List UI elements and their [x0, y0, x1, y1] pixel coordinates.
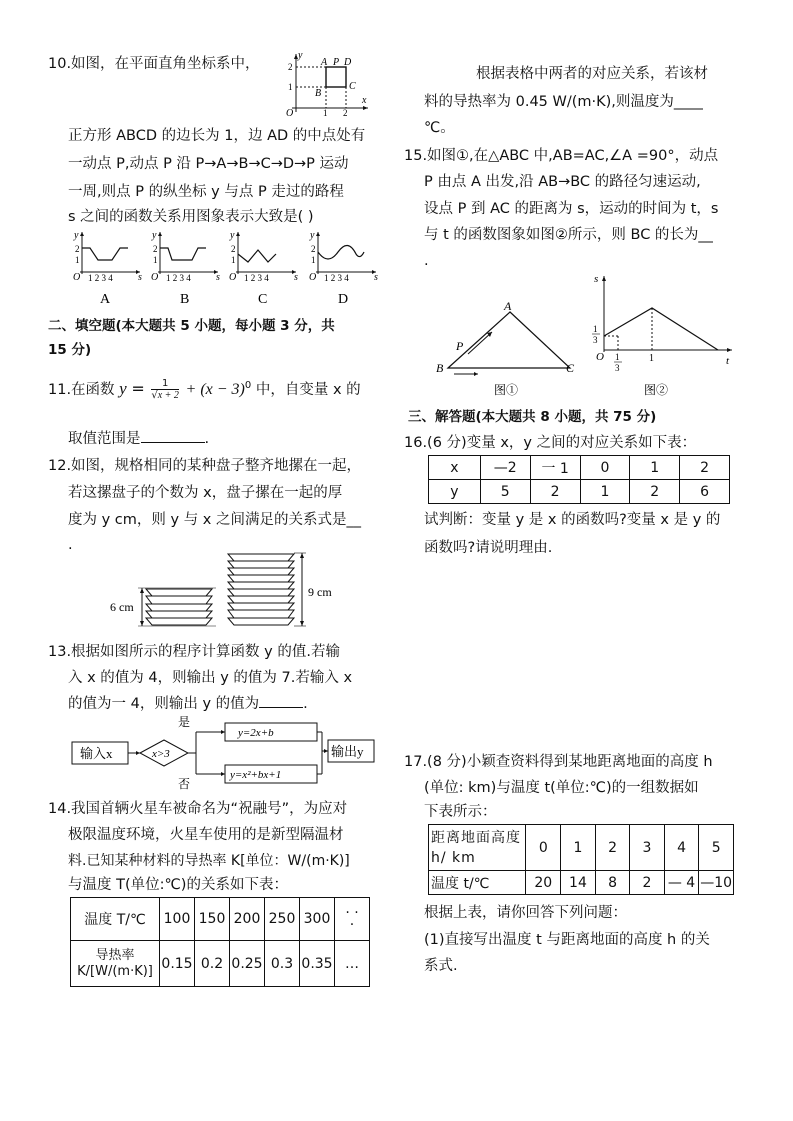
option-d-label: D: [338, 292, 349, 307]
svg-text:D: D: [344, 57, 352, 68]
table-cell: 0.35: [300, 941, 335, 987]
svg-text:输入x: 输入x: [80, 746, 113, 761]
table-cell: 0.2: [195, 941, 230, 987]
table-cell: 20: [526, 871, 561, 895]
q15-figure-2-graph: [590, 272, 740, 402]
table-cell: 0: [526, 825, 561, 871]
q12-line3: 度为 y cm，则 y 与 x 之间满足的关系式是__: [68, 512, 361, 528]
table-cell: 6: [680, 480, 730, 504]
table-cell: —10: [699, 871, 734, 895]
svg-text:s: s: [138, 272, 142, 283]
svg-text:O: O: [73, 272, 81, 283]
q17-line6: 系式.: [424, 958, 458, 974]
svg-text:1 2 3 4: 1 2 3 4: [244, 273, 269, 283]
svg-text:C: C: [349, 81, 356, 92]
table-cell: 5: [480, 480, 530, 504]
table-cell: 1: [630, 456, 680, 480]
q14-line2: 极限温度环境，火星车使用的是新型隔温材: [68, 827, 344, 843]
svg-text:O: O: [229, 272, 237, 283]
q10-line1: 10.如图，在平面直角坐标系中，: [48, 56, 260, 72]
q15-line2: P 由点 A 出发,沿 AB→BC 的路径匀速运动,: [424, 174, 701, 190]
q17-line3: 下表所示：: [424, 804, 497, 820]
q10-line2: 正方形 ABCD 的边长为 1，边 AD 的中点处有: [68, 128, 366, 144]
table-cell: 8: [595, 871, 629, 895]
svg-text:2: 2: [231, 244, 236, 254]
q17-line5: (1)直接写出温度 t 与距离地面的高度 h 的关: [424, 932, 710, 948]
svg-text:y: y: [230, 230, 235, 241]
table-cell: 150: [195, 898, 230, 941]
q14-cont3: ℃。: [424, 120, 455, 136]
svg-text:2: 2: [75, 244, 80, 254]
q10-option-graphs: [62, 228, 382, 310]
table-cell: 5: [699, 825, 734, 871]
q14-line3: 料.已知某种材料的导热率 K[单位：W/(m·K)]: [68, 853, 350, 869]
table-cell: 0.15: [160, 941, 195, 987]
svg-text:图①: 图①: [494, 383, 519, 397]
table-cell: 温度 T/℃: [71, 898, 160, 941]
option-c-graph: [229, 230, 298, 307]
table-cell: 2: [530, 480, 580, 504]
option-d-graph: [309, 230, 378, 307]
q15-line3: 设点 P 到 AC 的距离为 s，运动的时间为 t，s: [424, 201, 719, 217]
table-cell: 250: [265, 898, 300, 941]
table-cell: 0.25: [230, 941, 265, 987]
table-cell: 4: [664, 825, 699, 871]
q11-line1: 11.在函数 y = $\frac{1}{√x + 2}$ + $(x - 3)^0$ 中，自变量 x 的: [48, 378, 361, 402]
svg-text:O: O: [286, 108, 294, 116]
option-a-graph: [73, 230, 142, 307]
svg-text:O: O: [151, 272, 159, 283]
svg-text:s: s: [216, 272, 220, 283]
svg-text:y: y: [152, 230, 157, 241]
table-cell: 3: [630, 825, 664, 871]
q17-height-temperature-table: [428, 824, 734, 895]
q10-square-figure: [282, 50, 372, 116]
q11-line2: 取值范围是 .: [68, 426, 209, 451]
svg-text:1 2 3 4: 1 2 3 4: [88, 273, 113, 283]
q16-xy-table: [428, 455, 730, 504]
q13-answer-blank[interactable]: [259, 691, 303, 708]
svg-text:B: B: [315, 88, 322, 99]
table-cell: 2: [630, 871, 664, 895]
table-cell: 2: [630, 480, 680, 504]
svg-text:B: B: [436, 361, 444, 375]
svg-text:1: 1: [231, 255, 236, 265]
table-cell: x: [429, 456, 481, 480]
svg-text:y: y: [298, 50, 303, 61]
svg-text:是: 是: [178, 715, 191, 729]
svg-text:2: 2: [288, 62, 293, 72]
svg-text:9 cm: 9 cm: [308, 585, 332, 599]
q16-line3: 函数吗?请说明理由.: [424, 540, 553, 556]
table-cell: 2: [595, 825, 629, 871]
svg-text:A: A: [321, 57, 328, 68]
table-cell: 一 1: [530, 456, 580, 480]
svg-text:6 cm: 6 cm: [110, 600, 134, 614]
svg-text:P: P: [456, 339, 464, 353]
table-cell: 温度 t/℃: [429, 871, 526, 895]
table-cell: …: [335, 941, 370, 987]
q14-line1: 14.我国首辆火星车被命名为“祝融号”，为应对: [48, 801, 348, 817]
table-cell: 200: [230, 898, 265, 941]
q14-conductivity-table: [70, 897, 370, 987]
svg-text:s: s: [294, 272, 298, 283]
table-cell: 0: [580, 456, 630, 480]
table-cell: 300: [300, 898, 335, 941]
q13-line2: 入 x 的值为 4，则输出 y 的值为 7.若输入 x: [68, 670, 353, 686]
q14-cont1: 根据表格中两者的对应关系，若该材: [476, 66, 708, 82]
q13-line3: 的值为一 4，则输出 y 的值为 .: [68, 691, 308, 716]
svg-text:y=x²+bx+1: y=x²+bx+1: [230, 769, 282, 781]
svg-text:图②: 图②: [644, 383, 669, 397]
svg-text:1: 1: [153, 255, 158, 265]
q11-answer-blank[interactable]: [141, 426, 205, 443]
option-b-graph: [151, 230, 220, 307]
svg-text:y=2x+b: y=2x+b: [238, 727, 274, 739]
option-a-label: A: [100, 292, 111, 307]
svg-text:s: s: [594, 273, 599, 285]
q10-line4: 一周,则点 P 的纵坐标 y 与点 P 走过的路程: [68, 184, 344, 200]
q15-line1: 15.如图①,在△ABC 中,AB=AC,∠A =90°，动点: [404, 148, 719, 164]
q14-line4: 与温度 T(单位:℃)的关系如下表：: [68, 877, 288, 893]
table-cell: y: [429, 480, 481, 504]
option-b-label: B: [180, 292, 190, 307]
svg-text:C: C: [566, 361, 575, 375]
svg-text:y: y: [310, 230, 315, 241]
svg-text:A: A: [504, 299, 512, 313]
svg-text:2: 2: [311, 244, 316, 254]
svg-text:x>3: x>3: [152, 748, 170, 760]
table-cell: · · ·: [335, 898, 370, 941]
table-cell: 14: [561, 871, 596, 895]
table-cell: 100: [160, 898, 195, 941]
svg-text:t: t: [726, 355, 730, 367]
q14-cont2: 料的导热率为 0.45 W/(m·K),则温度为____: [424, 94, 703, 110]
svg-text:1: 1: [75, 255, 80, 265]
table-cell: — 4: [664, 871, 699, 895]
q17-line1: 17.(8 分)小颖查资料得到某地距离地面的高度 h: [404, 754, 713, 770]
svg-text:1: 1: [288, 82, 293, 92]
table-cell: 1: [580, 480, 630, 504]
table-cell: 距离地面高度 h/ km: [429, 825, 526, 871]
q13-flowchart: [70, 714, 380, 790]
svg-text:x: x: [362, 95, 367, 106]
svg-text:1: 1: [323, 108, 328, 116]
q10-line3: 一动点 P,动点 P 沿 P→A→B→C→D→P 运动: [68, 156, 349, 172]
q17-line4: 根据上表，请你回答下列问题：: [424, 905, 627, 921]
q12-line2: 若这摞盘子的个数为 x，盘子摞在一起的厚: [68, 485, 343, 501]
q15-line4: 与 t 的函数图象如图②所示，则 BC 的长为__: [424, 227, 713, 243]
svg-text:输出y: 输出y: [331, 744, 364, 759]
table-cell: 0.3: [265, 941, 300, 987]
table-cell: 导热率 K/[W/(m·K)]: [71, 941, 160, 987]
section3-heading: 三、解答题(本大题共 8 小题，共 75 分): [408, 409, 657, 425]
table-cell: 1: [561, 825, 596, 871]
svg-text:y: y: [74, 230, 79, 241]
svg-text:1: 1: [615, 352, 620, 362]
svg-text:否: 否: [178, 777, 191, 790]
svg-text:1: 1: [593, 324, 598, 334]
svg-text:1 2 3 4: 1 2 3 4: [166, 273, 191, 283]
q10-line5: s 之间的函数关系用图象表示大致是( ): [68, 209, 314, 225]
section2-heading-cont: 15 分): [48, 342, 92, 358]
q12-line1: 12.如图，规格相同的某种盘子整齐地摞在一起，: [48, 458, 362, 474]
table-cell: —2: [480, 456, 530, 480]
svg-text:2: 2: [343, 108, 348, 116]
svg-text:P: P: [333, 57, 340, 68]
q12-line4: .: [68, 537, 73, 553]
svg-text:2: 2: [153, 244, 158, 254]
table-cell: 2: [680, 456, 730, 480]
option-c-label: C: [258, 292, 268, 307]
svg-text:3: 3: [593, 335, 598, 345]
q17-line2: (单位: km)与温度 t(单位:℃)的一组数据如: [424, 780, 699, 796]
q15-figure-1-triangle: [432, 298, 582, 402]
q13-line1: 13.根据如图所示的程序计算函数 y 的值.若输: [48, 644, 340, 660]
svg-text:1: 1: [311, 255, 316, 265]
svg-text:1 2 3 4: 1 2 3 4: [324, 273, 349, 283]
q16-line1: 16.(6 分)变量 x，y 之间的对应关系如下表：: [404, 435, 697, 451]
q15-line5: .: [424, 253, 429, 269]
svg-text:O: O: [309, 272, 317, 283]
q12-plate-stacks-figure: [108, 548, 348, 632]
svg-text:O: O: [596, 351, 604, 363]
section2-heading: 二、填空题(本大题共 5 小题，每小题 3 分，共: [48, 318, 335, 334]
svg-text:1: 1: [649, 353, 654, 364]
svg-text:3: 3: [615, 363, 620, 373]
svg-text:s: s: [374, 272, 378, 283]
q16-line2: 试判断：变量 y 是 x 的函数吗?变量 x 是 y 的: [424, 512, 721, 528]
